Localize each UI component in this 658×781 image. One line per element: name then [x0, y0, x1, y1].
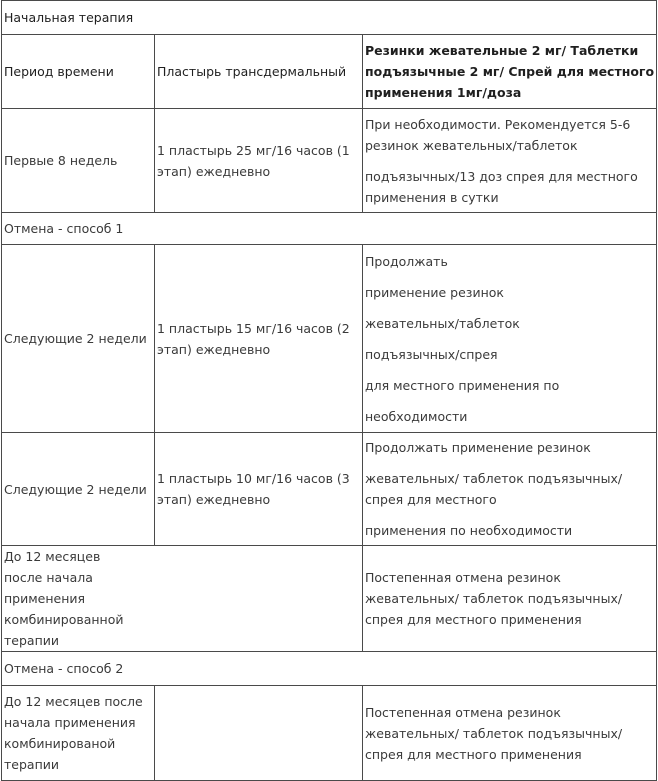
row5-gum: Постепенная отмена резинок жевательных/ таблеток подъязычных/ спрея для местного применения: [363, 686, 657, 781]
row1-period: Первые 8 недель: [2, 109, 155, 213]
section-cancel-method-2: Отмена - способ 2: [2, 652, 657, 686]
row2-period: Следующие 2 недели: [2, 245, 155, 433]
row3-period: Следующие 2 недели: [2, 433, 155, 546]
row3-gum: [363, 433, 657, 546]
row1-gum-line2: подъязычных/13 доз спрея для местного применения в сутки: [365, 168, 638, 205]
table-title: Начальная терапия: [2, 1, 657, 35]
row1-patch: 1 пластырь 25 мг/16 часов (1 этап) ежедневно: [155, 109, 363, 213]
row3-gum-line3: применения по необходимости: [365, 523, 573, 538]
row4-period: [2, 546, 363, 652]
header-period: Период времени: [2, 35, 155, 109]
row2-gum-line: жевательных/таблеток: [365, 315, 520, 331]
row5-period: До 12 месяцев после начала применения комбинированой терапии: [2, 686, 155, 781]
row2-gum-line: Продолжать: [365, 253, 448, 269]
row2-gum-line: подъязычных/спрея: [365, 346, 498, 362]
section-cancel-method-1: Отмена - способ 1: [2, 213, 657, 245]
row3-patch: 1 пластырь 10 мг/16 часов (3 этап) ежедневно: [155, 433, 363, 546]
row2-gum-line: необходимости: [365, 408, 468, 424]
therapy-table: [1, 0, 657, 781]
row4-gum: Постепенная отмена резинок жевательных/ таблеток подъязычных/ спрея для местного применения: [363, 546, 657, 652]
row3-gum-line1: Продолжать применение резинок: [365, 440, 591, 455]
header-patch: Пластырь трансдермальный: [155, 35, 363, 109]
header-gum: Резинки жевательные 2 мг/ Таблетки подъязычные 2 мг/ Спрей для местного применения 1мг/доза: [363, 35, 657, 109]
row1-gum: [363, 109, 657, 213]
row5-patch: [155, 686, 363, 781]
row1-gum-line1: При необходимости. Рекомендуется 5-6 резинок жевательных/таблеток: [365, 116, 631, 153]
row2-gum: [363, 245, 657, 433]
row4-period-text: До 12 месяцев после начала применения комбинированной терапии: [4, 549, 124, 648]
row2-gum-line: применение резинок: [365, 284, 504, 300]
row2-patch: 1 пластырь 15 мг/16 часов (2 этап) ежедневно: [155, 245, 363, 433]
row2-gum-line: для местного применения по: [365, 377, 560, 393]
row3-gum-line2: жевательных/ таблеток подъязычных/ спрея для местного: [365, 471, 623, 507]
